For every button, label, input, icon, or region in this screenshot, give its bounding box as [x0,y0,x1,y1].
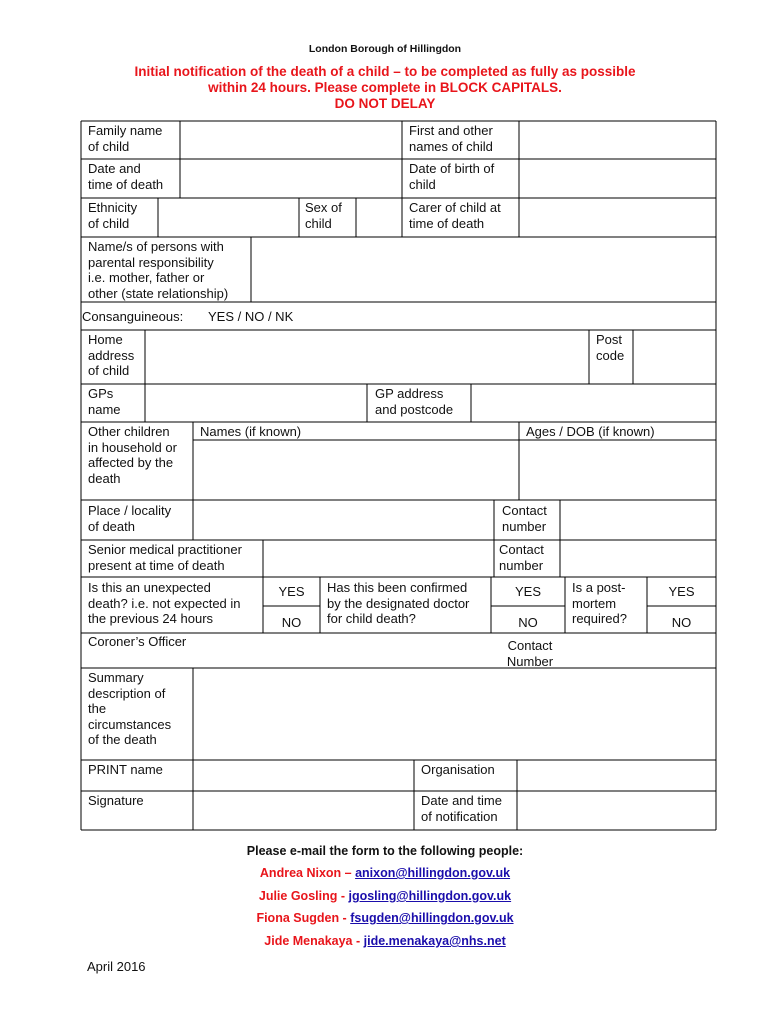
email-row-1 [0,866,770,880]
names-if-known-label: Names (if known) [200,424,302,439]
title-line-2: within 24 hours. Please complete in BLOCK CAPITALS. [208,80,562,95]
other-children-names-field[interactable] [194,441,518,499]
date-time-death-label: Date and time of death [88,161,164,192]
confirmed-yes[interactable]: YES [514,584,541,599]
email-link-3[interactable]: fsugden@hillingdon.gov.uk [350,911,514,925]
print-name-label: PRINT name [88,762,163,777]
contact-name-2: Julie Gosling - [258,889,349,903]
summary-field[interactable] [194,669,715,759]
email-intro: Please e-mail the form to the following people: [246,844,524,858]
contact-number-1-label: Contact number [502,503,547,534]
family-name-field[interactable] [181,122,401,158]
title-line-3: DO NOT DELAY [334,96,436,111]
senior-practitioner-label: Senior medical practitioner present at time of death [88,542,242,573]
carer-field[interactable] [520,199,715,236]
date-of-birth-label: Date of birth of child [409,161,495,192]
organisation-label: Organisation [421,762,495,777]
form-title [0,64,770,112]
title-line-1: Initial notification of the death of a child – to be completed as fully as possible [134,64,636,79]
print-name-field[interactable] [194,761,413,790]
date-time-notification-label: Date and time of notification [421,793,502,824]
email-link-1[interactable]: anixon@hillingdon.gov.uk [355,866,511,880]
ethnicity-field[interactable] [159,199,298,236]
organisation-field[interactable] [518,761,715,790]
parental-responsibility-field[interactable] [252,238,715,301]
unexpected-yes[interactable]: YES [278,584,305,599]
home-address-label: Home address of child [88,332,135,378]
senior-practitioner-field[interactable] [264,541,493,576]
contact-number-1-field[interactable] [561,501,715,539]
place-of-death-field[interactable] [194,501,493,539]
date-of-birth-field[interactable] [520,160,715,197]
gps-name-label: GPs name [88,386,121,417]
email-link-2[interactable]: jgosling@hillingdon.gov.uk [348,889,512,903]
carer-label: Carer of child at time of death [409,200,501,231]
parental-responsibility-label: Name/s of persons with parental responsibility i.e. mother, father or other (state relationship) [88,239,229,301]
other-children-label: Other children in household or affected by the death [88,424,177,486]
consanguineous-options[interactable]: YES / NO / NK [208,309,294,324]
sex-label: Sex of child [305,200,342,231]
first-names-label: First and other names of child [409,123,493,154]
email-row-3 [0,911,770,925]
coroners-officer-label: Coroner’s Officer [88,634,187,649]
gps-name-field[interactable] [146,385,366,421]
signature-field[interactable] [194,792,413,829]
date-time-death-field[interactable] [181,160,401,197]
sex-field[interactable] [357,199,401,236]
ages-dob-label: Ages / DOB (if known) [526,424,655,439]
post-mortem-yes[interactable]: YES [668,584,695,599]
post-code-field[interactable] [634,331,715,383]
contact-name-4: Jide Menakaya - [264,934,364,948]
post-mortem-label: Is a post- mortem required? [572,580,627,626]
email-row-2 [0,889,770,903]
ethnicity-label: Ethnicity of child [88,200,138,231]
consanguineous-label: Consanguineous: [82,309,184,324]
family-name-label: Family name of child [88,123,163,154]
summary-label: Summary description of the circumstances of the death [88,670,172,747]
contact-name-1: Andrea Nixon – [259,866,356,880]
organisation-heading: London Borough of Hillingdon [308,43,462,55]
contact-name-3: Fiona Sugden - [256,911,351,925]
place-of-death-label: Place / locality of death [88,503,172,534]
confirmed-no[interactable]: NO [518,615,538,630]
footer-date: April 2016 [87,959,146,974]
signature-label: Signature [88,793,144,808]
home-address-field[interactable] [146,331,588,383]
confirmed-label: Has this been confirmed by the designated doctor for child death? [327,580,470,626]
contact-number-2-field[interactable] [561,541,715,576]
email-row-4 [0,934,770,948]
email-link-4[interactable]: jide.menakaya@nhs.net [363,934,506,948]
contact-number-3-label: Contact Number [506,638,554,669]
date-time-notification-field[interactable] [518,792,715,829]
post-mortem-no[interactable]: NO [671,615,692,630]
unexpected-label: Is this an unexpected death? i.e. not expected in the previous 24 hours [88,580,241,626]
contact-number-2-label: Contact number [499,542,544,573]
gp-address-field[interactable] [472,385,715,421]
other-children-ages-field[interactable] [520,441,715,499]
gp-address-label: GP address and postcode [375,386,454,417]
post-code-label: Post code [596,332,625,363]
first-names-field[interactable] [520,122,715,158]
unexpected-no[interactable]: NO [281,615,302,630]
